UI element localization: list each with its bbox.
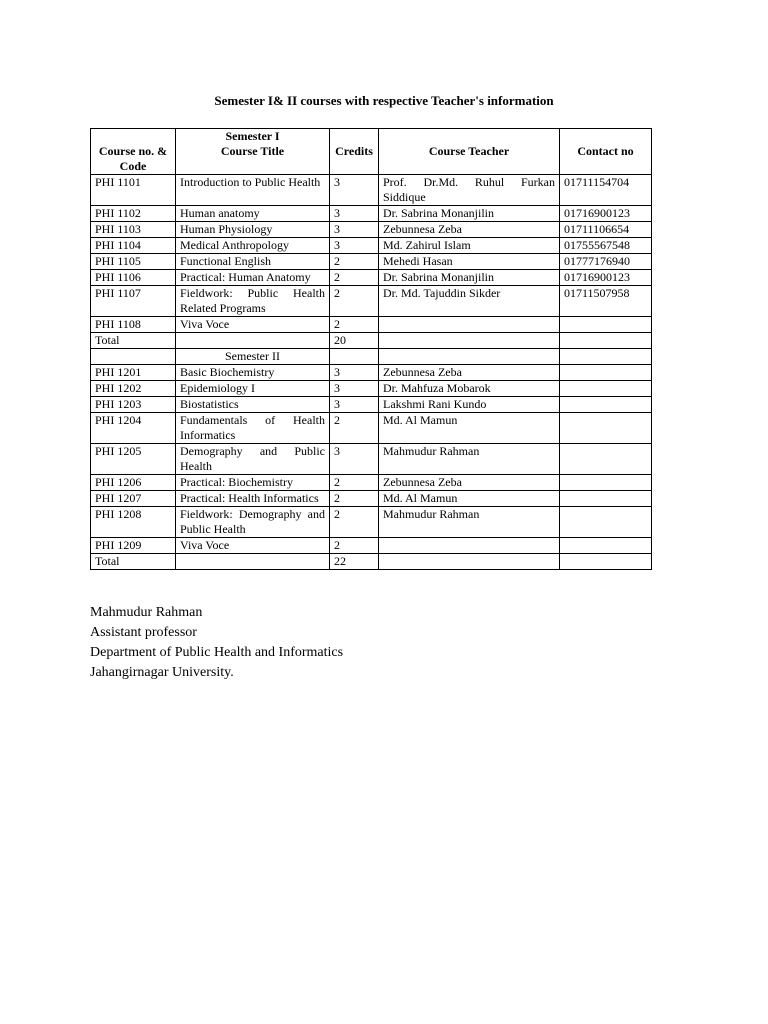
header-contact: [560, 129, 652, 175]
course-code-cell: PHI 1203: [91, 397, 176, 413]
course-code-cell: PHI 1209: [91, 538, 176, 554]
sem2-teacher-empty: [379, 349, 560, 365]
course-title-cell: Viva Voce: [176, 317, 330, 333]
semester-2-rows: [91, 365, 652, 554]
table-row: [91, 317, 652, 333]
semester-2-heading-row: [91, 349, 652, 365]
table-row: [91, 206, 652, 222]
contact-cell: [560, 507, 652, 538]
credits-cell: 2: [330, 413, 379, 444]
table-row: [91, 222, 652, 238]
table-row: [91, 238, 652, 254]
course-title-cell: Practical: Human Anatomy: [176, 270, 330, 286]
course-title-cell: Fieldwork: Public Health Related Programs: [176, 286, 330, 317]
credits-cell: 2: [330, 270, 379, 286]
course-title-cell: Practical: Health Informatics: [176, 491, 330, 507]
course-code-cell: PHI 1206: [91, 475, 176, 491]
course-title-cell: Demography and Public Health: [176, 444, 330, 475]
course-teacher-cell: Dr. Md. Tajuddin Sikder: [379, 286, 560, 317]
total-label: Total: [91, 554, 176, 570]
course-table: [90, 128, 652, 570]
course-teacher-cell: Dr. Sabrina Monanjilin: [379, 270, 560, 286]
contact-cell: [560, 538, 652, 554]
header-code: Course no. & Code: [91, 129, 176, 175]
table-row: [91, 397, 652, 413]
header-credits: [330, 129, 379, 175]
table-row: [91, 175, 652, 206]
semester-1-heading: Semester I: [225, 129, 280, 143]
semester-2-heading: Semester II: [176, 349, 330, 365]
credits-cell: 2: [330, 317, 379, 333]
course-teacher-cell: Md. Al Mamun: [379, 491, 560, 507]
credits-cell: 2: [330, 254, 379, 270]
credits-cell: 3: [330, 444, 379, 475]
document-title: Semester I& II courses with respective Teacher's information: [214, 93, 554, 108]
course-teacher-cell: Zebunnesa Zeba: [379, 222, 560, 238]
course-code-cell: PHI 1101: [91, 175, 176, 206]
header-teacher: [379, 129, 560, 175]
table-header-row: [91, 129, 652, 175]
contact-cell: [560, 317, 652, 333]
course-teacher-cell: Lakshmi Rani Kundo: [379, 397, 560, 413]
course-title-cell: Human Physiology: [176, 222, 330, 238]
credits-cell: 3: [330, 222, 379, 238]
semester-1-total: [91, 333, 652, 365]
course-teacher-cell: Zebunnesa Zeba: [379, 365, 560, 381]
total-contact-empty: [560, 554, 652, 570]
header-course-title-label: Course Title: [220, 144, 285, 158]
table-row: [91, 270, 652, 286]
contact-cell: 01711154704: [560, 175, 652, 206]
course-title-cell: Fundamentals of Health Informatics: [176, 413, 330, 444]
course-teacher-cell: Zebunnesa Zeba: [379, 475, 560, 491]
course-teacher-cell: Dr. Sabrina Monanjilin: [379, 206, 560, 222]
table-row: [91, 413, 652, 444]
course-code-cell: PHI 1108: [91, 317, 176, 333]
semester-1-rows: [91, 175, 652, 333]
course-title-cell: Medical Anthropology: [176, 238, 330, 254]
course-title-cell: Human anatomy: [176, 206, 330, 222]
credits-cell: 2: [330, 507, 379, 538]
table-row: [91, 475, 652, 491]
credits-cell: 2: [330, 538, 379, 554]
credits-cell: 3: [330, 238, 379, 254]
course-teacher-cell: [379, 317, 560, 333]
course-title-cell: Viva Voce: [176, 538, 330, 554]
contact-cell: [560, 475, 652, 491]
total-title-empty: [176, 333, 330, 349]
table-row: [91, 491, 652, 507]
course-title-cell: Practical: Biochemistry: [176, 475, 330, 491]
total-credits: 20: [330, 333, 379, 349]
header-course-title: [176, 129, 330, 175]
signature-block: [90, 603, 343, 683]
course-code-cell: PHI 1103: [91, 222, 176, 238]
credits-cell: 3: [330, 381, 379, 397]
contact-cell: 01777176940: [560, 254, 652, 270]
course-title-cell: Fieldwork: Demography and Public Health: [176, 507, 330, 538]
total-title-empty: [176, 554, 330, 570]
course-code-cell: PHI 1201: [91, 365, 176, 381]
course-code-cell: PHI 1204: [91, 413, 176, 444]
contact-cell: [560, 397, 652, 413]
total-teacher-empty: [379, 333, 560, 349]
course-title-cell: Functional English: [176, 254, 330, 270]
total-credits: 22: [330, 554, 379, 570]
sem2-credits-empty: [330, 349, 379, 365]
total-contact-empty: [560, 333, 652, 349]
contact-cell: [560, 413, 652, 444]
total-label: Total: [91, 333, 176, 349]
contact-cell: 01716900123: [560, 206, 652, 222]
contact-cell: [560, 365, 652, 381]
credits-cell: 2: [330, 491, 379, 507]
signatory-department: Department of Public Health and Informatics: [90, 645, 344, 660]
credits-cell: 2: [330, 286, 379, 317]
total-row: [91, 554, 652, 570]
contact-cell: [560, 381, 652, 397]
table-row: [91, 538, 652, 554]
signatory-name: Mahmudur Rahman: [90, 605, 203, 620]
course-teacher-cell: Mahmudur Rahman: [379, 444, 560, 475]
credits-cell: 3: [330, 206, 379, 222]
course-title-cell: Biostatistics: [176, 397, 330, 413]
course-code-cell: PHI 1104: [91, 238, 176, 254]
table-row: [91, 286, 652, 317]
sem2-contact-empty: [560, 349, 652, 365]
signatory-designation: Assistant professor: [90, 625, 197, 640]
credits-cell: 2: [330, 475, 379, 491]
course-teacher-cell: [379, 538, 560, 554]
course-code-cell: PHI 1105: [91, 254, 176, 270]
course-teacher-cell: Md. Zahirul Islam: [379, 238, 560, 254]
course-teacher-cell: Dr. Mahfuza Mobarok: [379, 381, 560, 397]
credits-cell: 3: [330, 365, 379, 381]
signatory-university: Jahangirnagar University.: [90, 665, 234, 680]
header-credits-label: Credits: [335, 144, 373, 158]
course-teacher-cell: Mahmudur Rahman: [379, 507, 560, 538]
credits-cell: 3: [330, 397, 379, 413]
course-teacher-cell: Prof. Dr.Md. Ruhul Furkan Siddique: [379, 175, 560, 206]
course-code-cell: PHI 1202: [91, 381, 176, 397]
course-code-cell: PHI 1207: [91, 491, 176, 507]
total-row: [91, 333, 652, 349]
contact-cell: 01711106654: [560, 222, 652, 238]
total-teacher-empty: [379, 554, 560, 570]
sem2-code-empty: [91, 349, 176, 365]
course-title-cell: Basic Biochemistry: [176, 365, 330, 381]
credits-cell: 3: [330, 175, 379, 206]
header-teacher-label: Course Teacher: [428, 144, 510, 158]
table-row: [91, 254, 652, 270]
table-row: [91, 444, 652, 475]
course-code-cell: PHI 1205: [91, 444, 176, 475]
course-title-cell: Epidemiology I: [176, 381, 330, 397]
course-teacher-cell: Md. Al Mamun: [379, 413, 560, 444]
contact-cell: 01711507958: [560, 286, 652, 317]
course-title-cell: Introduction to Public Health: [176, 175, 330, 206]
table-row: [91, 507, 652, 538]
course-code-cell: PHI 1107: [91, 286, 176, 317]
contact-cell: [560, 491, 652, 507]
semester-2-total: [91, 554, 652, 570]
contact-cell: 01755567548: [560, 238, 652, 254]
contact-cell: 01716900123: [560, 270, 652, 286]
contact-cell: [560, 444, 652, 475]
course-teacher-cell: Mehedi Hasan: [379, 254, 560, 270]
table-row: [91, 365, 652, 381]
course-code-cell: PHI 1102: [91, 206, 176, 222]
course-code-cell: PHI 1208: [91, 507, 176, 538]
header-contact-label: Contact no: [577, 144, 634, 158]
table-row: [91, 381, 652, 397]
course-code-cell: PHI 1106: [91, 270, 176, 286]
